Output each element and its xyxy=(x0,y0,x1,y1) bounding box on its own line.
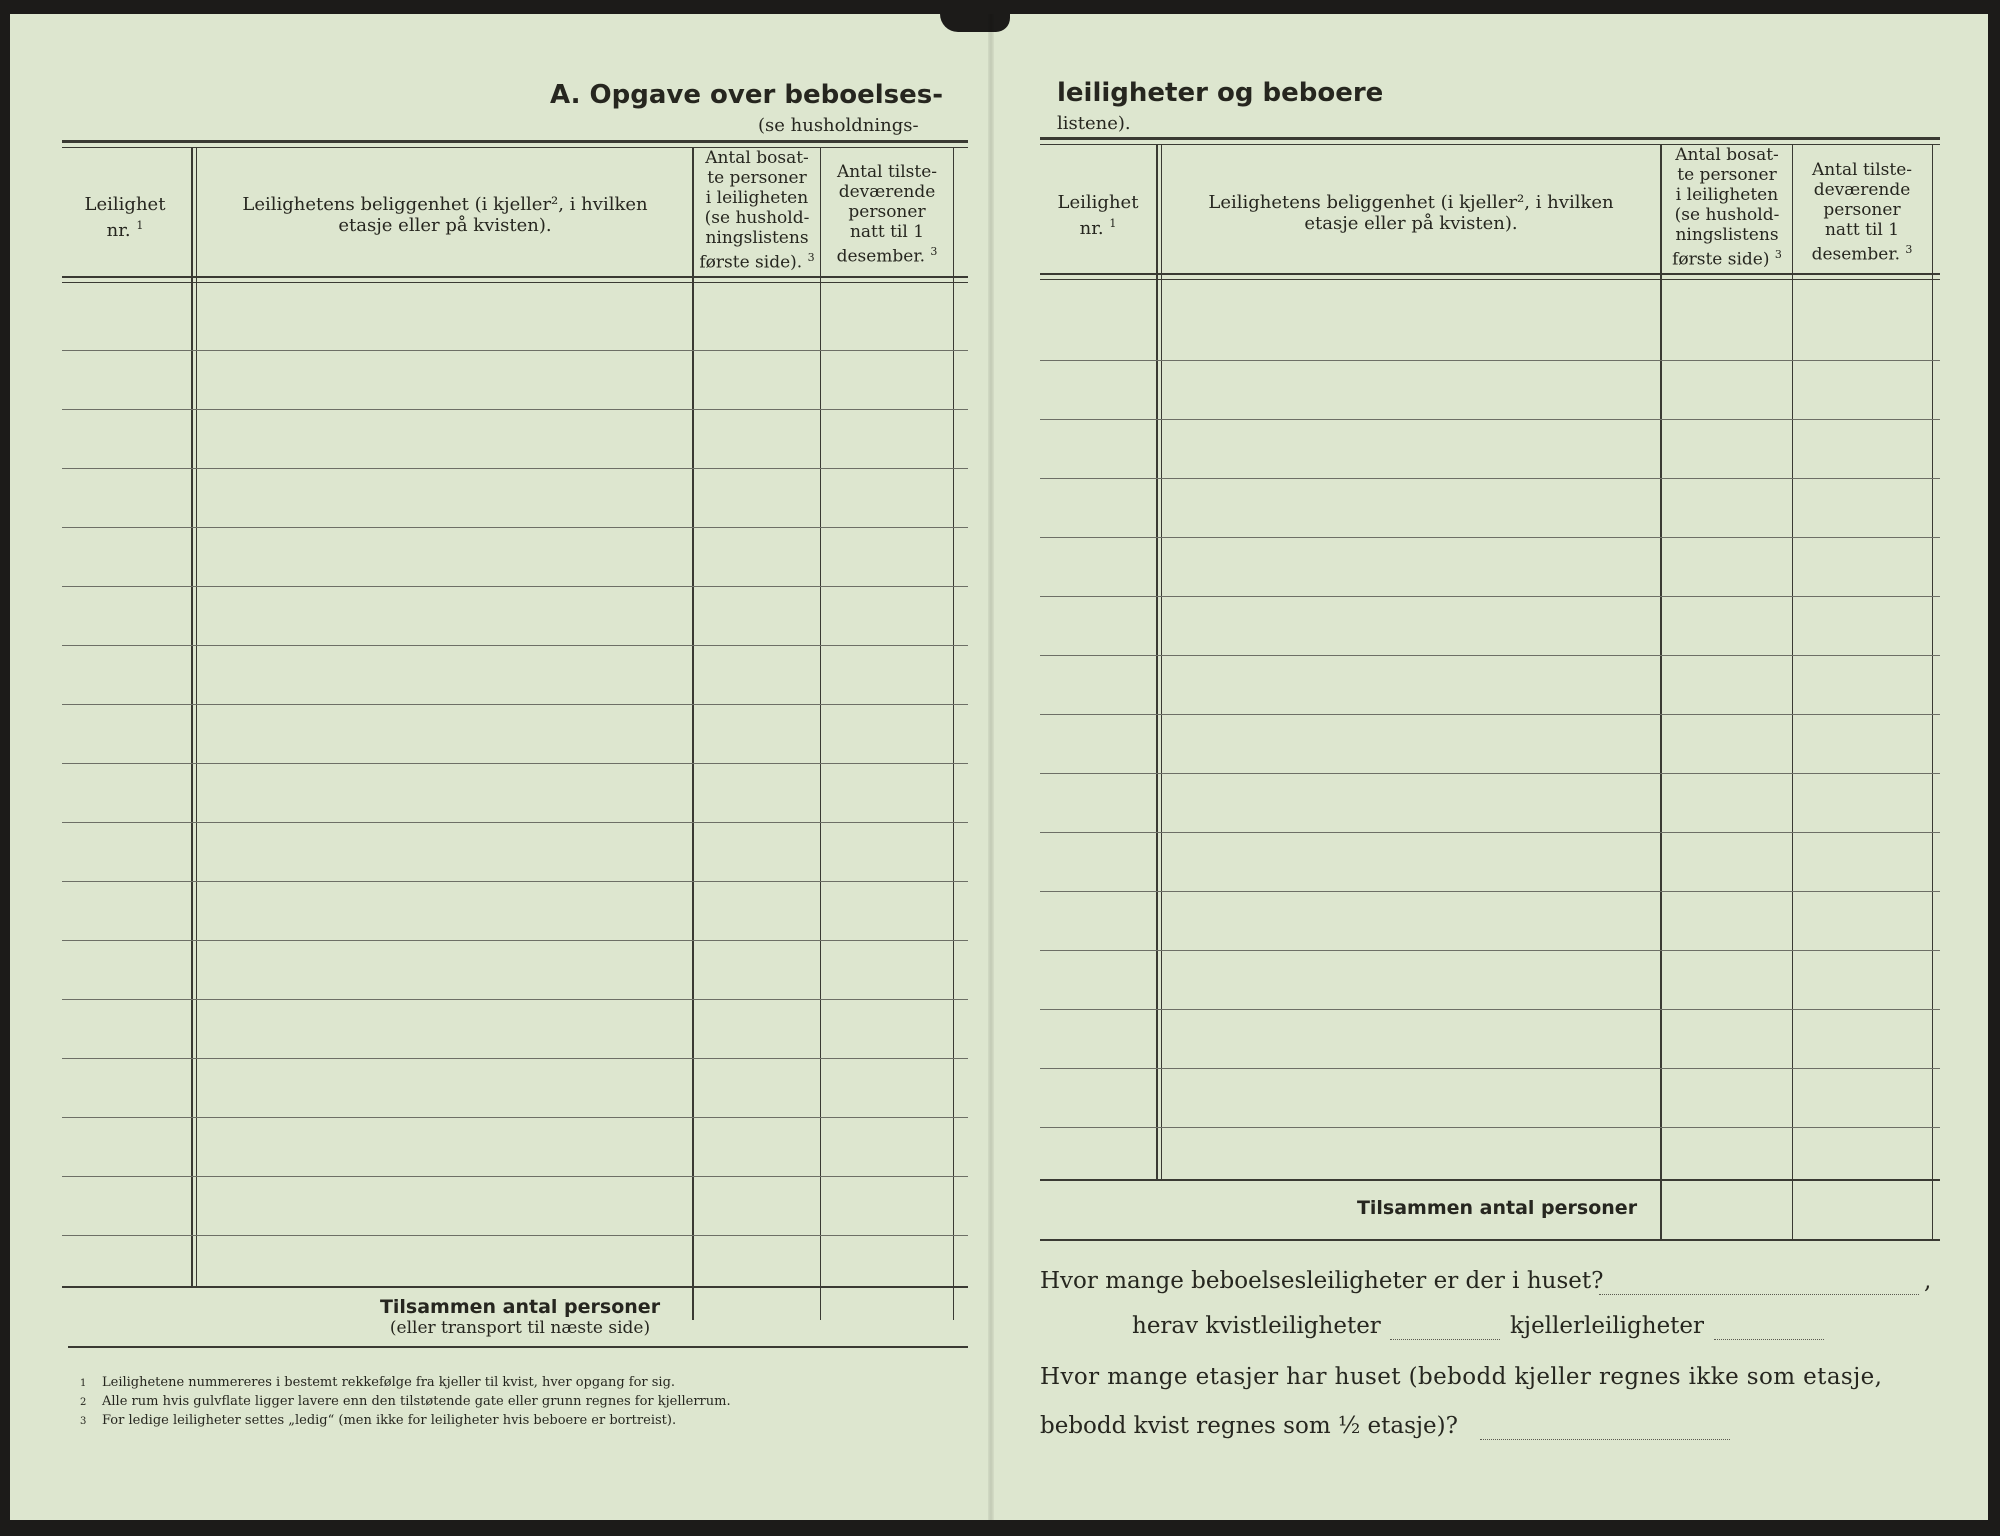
table-row xyxy=(62,999,968,1000)
table-row xyxy=(1040,655,1940,656)
table-row xyxy=(1040,832,1940,833)
table-row xyxy=(62,409,968,410)
table-row xyxy=(62,881,968,882)
table-row xyxy=(62,1117,968,1118)
header-bottom-rule-thin xyxy=(1040,279,1940,280)
header-tilstede: Antal tilste- deværende personer natt til 1 desember. $^3$ xyxy=(1811,160,1913,265)
column-divider-4 xyxy=(1932,145,1933,1239)
column-divider-2 xyxy=(692,148,694,1320)
form-subtitle-left: (se husholdnings- xyxy=(758,115,919,136)
form-title-right: leiligheter og beboere xyxy=(1057,78,1384,108)
table-row xyxy=(1040,773,1940,774)
column-divider-1 xyxy=(1156,145,1158,1179)
answer-field-kjeller[interactable] xyxy=(1714,1339,1824,1340)
table-row xyxy=(62,1176,968,1177)
table-row xyxy=(62,704,968,705)
census-form-sheet xyxy=(10,14,1988,1520)
total-bottom-rule xyxy=(1040,1239,1940,1241)
table-row xyxy=(62,350,968,351)
total-top-rule xyxy=(1040,1179,1940,1181)
header-bosatte: Antal bosat- te personer i leiligheten (se hushold- ningslistens første side) $^3$ xyxy=(1672,145,1782,270)
question-kvist: herav kvistleiligheter xyxy=(1132,1313,1381,1339)
table-row xyxy=(1040,537,1940,538)
table-row xyxy=(62,763,968,764)
question-apartments: Hvor mange beboelsesleiligheter er der i huset? xyxy=(1040,1268,1604,1294)
table-row xyxy=(62,940,968,941)
table-row xyxy=(62,645,968,646)
table-row xyxy=(1040,950,1940,951)
table-row xyxy=(62,822,968,823)
footnote-3: 3 For ledige leiligheter settes „ledig“ (men ikke for leiligheter hvis beboere er bortreist). xyxy=(80,1413,677,1428)
column-divider-1 xyxy=(191,148,193,1286)
table-row xyxy=(1040,714,1940,715)
column-divider-2 xyxy=(1660,145,1662,1239)
answer-field-floors[interactable] xyxy=(1480,1439,1730,1440)
header-beliggenhet: Leilighetens beliggenhet (i kjeller², i hvilken etasje eller på kvisten). xyxy=(242,194,648,236)
total-bottom-rule xyxy=(68,1346,968,1348)
table-top-rule xyxy=(62,140,968,143)
table-top-rule-thin xyxy=(1040,144,1940,145)
table-row xyxy=(1040,360,1940,361)
question-floors-cont: bebodd kvist regnes som ½ etasje)? xyxy=(1040,1413,1458,1439)
header-leilighet: Leilighet nr. $^1$ xyxy=(1057,192,1139,239)
answer-field-kvist[interactable] xyxy=(1390,1339,1500,1340)
column-divider-1b xyxy=(196,148,197,1286)
column-divider-1b xyxy=(1161,145,1162,1179)
answer-field-apartments[interactable] xyxy=(1599,1294,1919,1295)
footnote-2: 2 Alle rum hvis gulvflate ligger lavere enn den tilstøtende gate eller grunn regnes for kjellerrum. xyxy=(80,1394,731,1409)
table-row xyxy=(62,468,968,469)
right-page xyxy=(994,14,1988,1520)
footnotes xyxy=(80,1374,731,1431)
question-floors: Hvor mange etasjer har huset (bebodd kjeller regnes ikke som etasje, xyxy=(1040,1364,1883,1390)
table-row xyxy=(62,1058,968,1059)
column-divider-3 xyxy=(1792,145,1793,1239)
header-leilighet: Leilighet nr. $^1$ xyxy=(84,194,166,241)
table-row xyxy=(1040,1127,1940,1128)
table-row xyxy=(1040,1009,1940,1010)
table-top-rule xyxy=(1040,137,1940,140)
header-bosatte: Antal bosat- te personer i leiligheten (se hushold- ningslistens første side). $^3$ xyxy=(699,148,815,273)
header-bottom-rule-thin xyxy=(62,282,968,283)
question-kjeller: kjellerleiligheter xyxy=(1510,1313,1705,1339)
header-tilstede: Antal tilste- deværende personer natt til 1 desember. $^3$ xyxy=(836,162,938,267)
form-title-left: A. Opgave over beboelses- xyxy=(550,80,943,110)
total-top-rule xyxy=(62,1286,968,1288)
form-subtitle-right: listene). xyxy=(1057,113,1131,134)
total-row-left: Tilsammen antal personer (eller transport til næste side) xyxy=(379,1296,661,1338)
table-row xyxy=(62,586,968,587)
table-row xyxy=(1040,891,1940,892)
question-comma: , xyxy=(1924,1268,1932,1294)
column-divider-3 xyxy=(820,148,821,1320)
table-row xyxy=(62,1235,968,1236)
footnote-1: 1 Leilighetene nummereres i bestemt rekkefølge fra kjeller til kvist, hver opgang for sig. xyxy=(80,1375,676,1390)
column-divider-4 xyxy=(953,148,954,1320)
header-bottom-rule xyxy=(62,276,968,278)
left-page xyxy=(10,14,988,1520)
table-top-rule-thin xyxy=(62,147,968,148)
table-row xyxy=(1040,596,1940,597)
table-row xyxy=(1040,1068,1940,1069)
total-row-right: Tilsammen antal personer xyxy=(1356,1197,1638,1219)
table-row xyxy=(62,527,968,528)
table-row xyxy=(1040,478,1940,479)
table-row xyxy=(1040,419,1940,420)
header-beliggenhet: Leilighetens beliggenhet (i kjeller², i hvilken etasje eller på kvisten). xyxy=(1208,192,1614,234)
header-bottom-rule xyxy=(1040,273,1940,275)
